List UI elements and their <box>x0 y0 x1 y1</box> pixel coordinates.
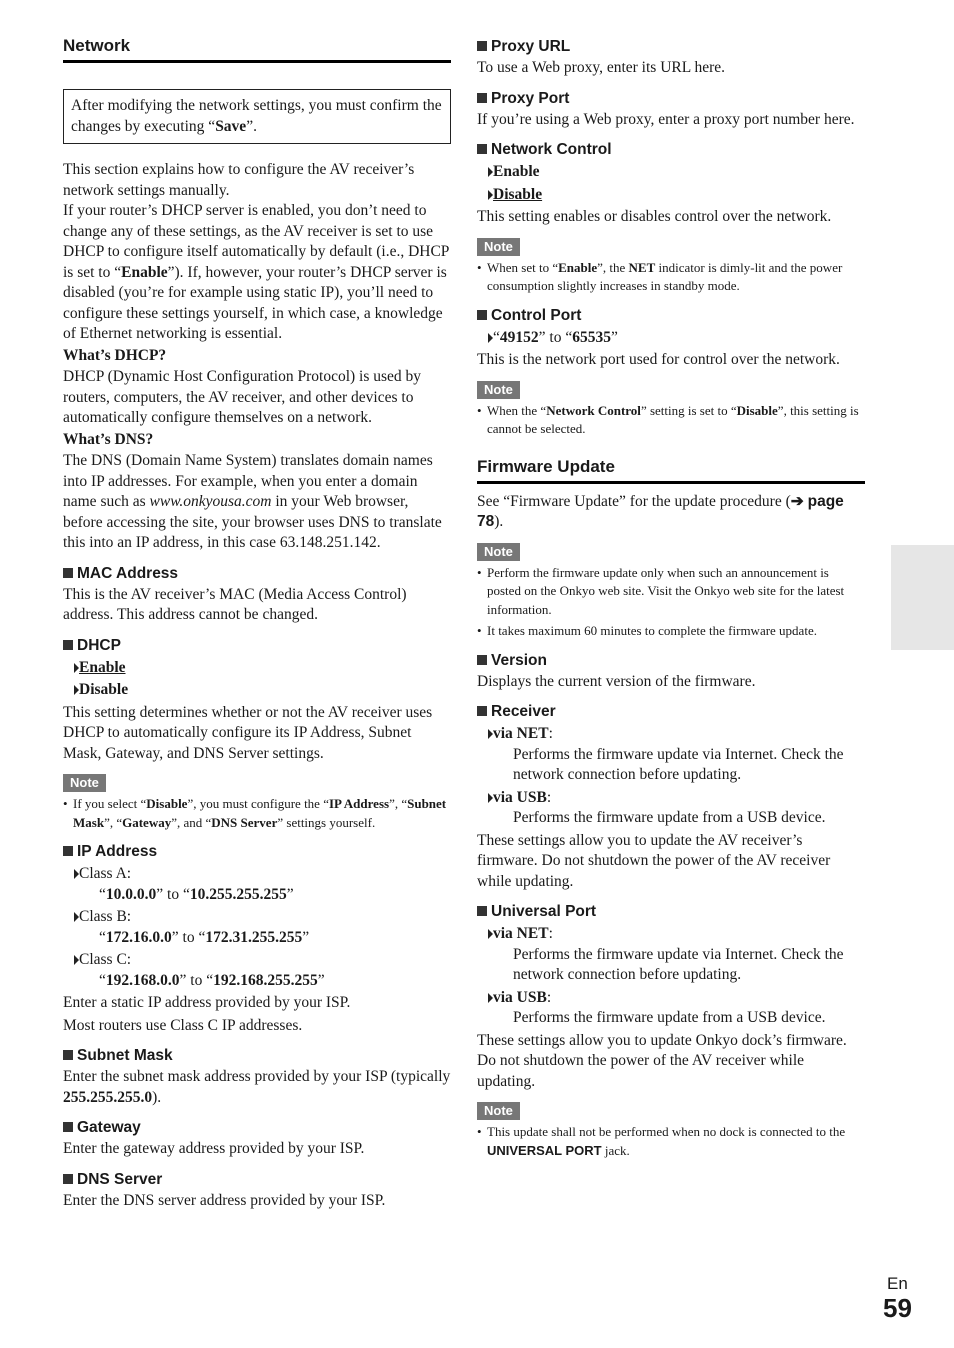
triangle-right-icon <box>488 167 493 177</box>
ip-class-b: Class B: <box>63 907 451 928</box>
square-bullet-icon <box>63 1122 73 1132</box>
dhcp-explanation: If your router’s DHCP server is enabled, you don’t need to change any of these settings, as the AV receiver is set to use DHCP to configure itself automatically by default (i.e., DHCP is set to “Enable”). If, however, your router’s DHCP server is disabled (you’re for example using static IP), you’ll need to configure these settings yourself, in which case, a knowledge of Ethernet networking is essential. <box>63 202 449 342</box>
triangle-right-icon <box>488 929 493 939</box>
dns-server-desc: Enter the DNS server address provided by your ISP. <box>63 1191 386 1209</box>
triangle-right-icon <box>74 663 79 673</box>
control-port-range: “49152” to “65535” <box>477 328 865 349</box>
universal-via-usb: via USB: <box>477 988 865 1009</box>
triangle-right-icon <box>74 912 79 922</box>
bullet-icon: • <box>63 796 68 811</box>
proxy-url-heading: Proxy URL <box>477 37 865 57</box>
version-heading: Version <box>477 651 865 671</box>
triangle-right-icon <box>74 685 79 695</box>
receiver-heading: Receiver <box>477 702 865 722</box>
firmware-note-1: • Perform the firmware update only when such an announcement is posted on the Onkyo web site. Visit the Onkyo web site for the latest information. <box>477 564 845 617</box>
dhcp-note: • If you select “Disable”, you must configure the “IP Address”, “Subnet Mask”, “Gateway”, and “DNS Server” settings yourself. <box>63 796 447 830</box>
gateway-desc: Enter the gateway address provided by your ISP. <box>63 1140 365 1157</box>
page-number: 59 <box>883 1293 912 1323</box>
gateway-heading: Gateway <box>63 1118 451 1138</box>
square-bullet-icon <box>63 1050 73 1060</box>
universal-via-net-desc: Performs the firmware update via Internet. Check the network connection before updating. <box>513 945 844 983</box>
receiver-desc: These settings allow you to update the AV receiver’s firmware. Do not shutdown the power of the AV receiver while updating. <box>477 831 831 890</box>
square-bullet-icon <box>477 706 487 716</box>
triangle-right-icon <box>488 793 493 803</box>
universal-note: • This update shall not be performed when no dock is connected to the UNIVERSAL PORT jack. <box>477 1124 846 1158</box>
bullet-icon: • <box>477 259 482 275</box>
control-port-heading: Control Port <box>477 306 865 326</box>
square-bullet-icon <box>477 41 487 51</box>
square-bullet-icon <box>477 144 487 154</box>
save-notice-box: After modifying the network settings, you must confirm the changes by executing “Save”. <box>63 89 451 144</box>
version-desc: Displays the current version of the firmware. <box>477 672 756 690</box>
receiver-via-usb-desc: Performs the firmware update from a USB device. <box>513 809 826 826</box>
proxy-port-heading: Proxy Port <box>477 89 865 109</box>
network-control-heading: Network Control <box>477 140 865 160</box>
universal-via-net: via NET: <box>477 924 865 945</box>
left-column <box>63 36 451 1211</box>
intro-paragraph: This section explains how to configure the AV receiver’s network settings manually. <box>63 161 415 199</box>
ip-class-c-range: “192.168.0.0” to “192.168.255.255” <box>99 971 325 989</box>
ip-desc-1: Enter a static IP address provided by your ISP. <box>63 994 351 1011</box>
network-control-option-disable: Disable <box>477 185 865 206</box>
proxy-url-desc: To use a Web proxy, enter its URL here. <box>477 59 726 76</box>
receiver-via-usb: via USB: <box>477 788 865 809</box>
mac-address-desc: This is the AV receiver’s MAC (Media Access Control) address. This address cannot be changed. <box>63 585 407 623</box>
square-bullet-icon <box>477 93 487 103</box>
control-port-desc: This is the network port used for control over the network. <box>477 351 840 368</box>
receiver-via-net-desc: Performs the firmware update via Internet. Check the network connection before updating. <box>513 745 844 783</box>
note-badge: Note <box>477 381 520 399</box>
dhcp-option-disable: Disable <box>63 680 451 701</box>
dhcp-desc: This setting determines whether or not the AV receiver uses DHCP to automatically configure its IP Address, Subnet Mask, Gateway, and DNS Server settings. <box>63 703 433 762</box>
dhcp-answer: DHCP (Dynamic Host Configuration Protocol) is used by routers, computers, the AV receiver, and other devices to automatically configure themselves on a network. <box>63 368 422 426</box>
universal-via-usb-desc: Performs the firmware update from a USB device. <box>513 1009 826 1026</box>
dns-server-heading: DNS Server <box>63 1170 451 1190</box>
square-bullet-icon <box>63 568 73 578</box>
bullet-icon: • <box>477 402 482 418</box>
note-badge: Note <box>477 238 520 256</box>
triangle-right-icon <box>488 993 493 1003</box>
dhcp-heading: DHCP <box>63 636 451 656</box>
square-bullet-icon <box>63 846 73 856</box>
subnet-mask-desc: Enter the subnet mask address provided by your ISP (typically 255.255.255.0). <box>63 1068 451 1106</box>
mac-address-heading: MAC Address <box>63 564 451 584</box>
square-bullet-icon <box>477 655 487 665</box>
firmware-note-2: • It takes maximum 60 minutes to complete the firmware update. <box>477 622 865 641</box>
language-label: En <box>887 1274 908 1293</box>
network-control-note: • When set to “Enable”, the NET indicator is dimly-lit and the power consumption slightly increases in standby mode. <box>477 259 843 293</box>
note-badge: Note <box>477 543 520 561</box>
triangle-right-icon <box>488 190 493 200</box>
side-tab <box>891 545 954 650</box>
receiver-via-net: via NET: <box>477 724 865 745</box>
dns-answer: The DNS (Domain Name System) translates domain names into IP addresses. For example, when you enter a domain name such as www.onkyousa.com in your Web browser, before accessing the site, your browser uses DNS to translate this into an IP address, in this case 63.148.251.142. <box>63 452 442 551</box>
square-bullet-icon <box>477 906 487 916</box>
dhcp-option-enable: Enable <box>63 658 451 679</box>
subnet-mask-heading: Subnet Mask <box>63 1046 451 1066</box>
ip-class-b-range: “172.16.0.0” to “172.31.255.255” <box>99 928 310 946</box>
ip-address-heading: IP Address <box>63 842 451 862</box>
triangle-right-icon <box>488 729 493 739</box>
dns-question: What’s DNS? <box>63 430 154 448</box>
proxy-port-desc: If you’re using a Web proxy, enter a proxy port number here. <box>477 110 855 128</box>
universal-port-heading: Universal Port <box>477 902 865 922</box>
square-bullet-icon <box>63 640 73 650</box>
right-column <box>477 29 865 1160</box>
ip-class-a: Class A: <box>63 864 451 885</box>
ip-desc-2: Most routers use Class C IP addresses. <box>63 1016 303 1034</box>
triangle-right-icon <box>74 869 79 879</box>
control-port-note: • When the “Network Control” setting is set to “Disable”, this setting is cannot be selected. <box>477 402 859 436</box>
ip-class-a-range: “10.0.0.0” to “10.255.255.255” <box>99 885 294 903</box>
bullet-icon: • <box>477 1124 482 1139</box>
square-bullet-icon <box>63 1174 73 1184</box>
note-badge: Note <box>477 1102 520 1120</box>
bullet-icon: • <box>477 623 482 638</box>
section-title-network: Network <box>63 36 451 63</box>
arrow-right-icon: ➔ <box>790 492 804 510</box>
triangle-right-icon <box>74 955 79 965</box>
ip-class-c: Class C: <box>63 950 451 971</box>
triangle-right-icon <box>488 333 493 343</box>
page-reference-link: page 78 <box>477 492 844 530</box>
square-bullet-icon <box>477 310 487 320</box>
bullet-icon: • <box>477 564 482 580</box>
note-badge: Note <box>63 774 106 792</box>
firmware-intro: See “Firmware Update” for the update procedure (➔ page 78). <box>477 492 844 530</box>
section-title-firmware-update: Firmware Update <box>477 457 865 484</box>
universal-desc: These settings allow you to update Onkyo dock’s firmware. Do not shutdown the power of the AV receiver while updating. <box>477 1031 847 1090</box>
network-control-option-enable: Enable <box>477 162 865 183</box>
network-control-desc: This setting enables or disables control over the network. <box>477 208 832 225</box>
dhcp-question: What’s DHCP? <box>63 346 167 364</box>
